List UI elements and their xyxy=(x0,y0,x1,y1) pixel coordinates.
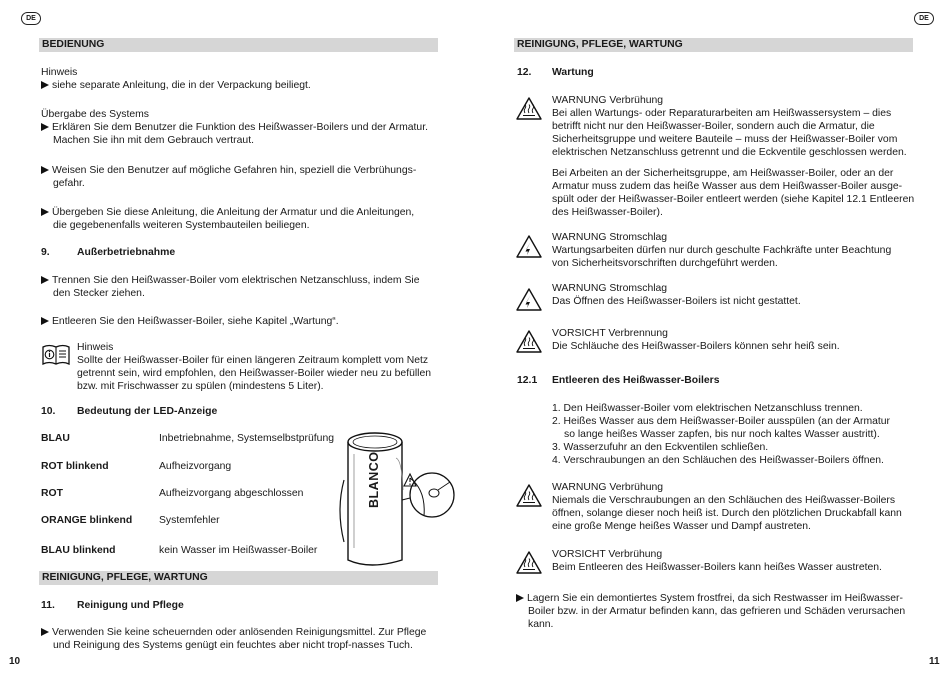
arrow-bullet-icon xyxy=(41,166,49,174)
section-12-number: 12. xyxy=(517,67,532,78)
step-item: 1. Den Heißwasser-Boiler vom elektrischen Netzanschluss trennen. xyxy=(552,403,863,414)
caution-title: VORSICHT Verbrennung xyxy=(552,328,668,339)
page-number-left: 10 xyxy=(9,656,21,667)
warning-text-line: Sicherheitsgruppe und weitere Bauteile – muss der Heißwasser-Boiler vom xyxy=(552,134,898,145)
section-header-reinigung-left: REINIGUNG, PFLEGE, WARTUNG xyxy=(39,571,438,585)
warning-text-line: Bei Arbeiten an der Sicherheitsgruppe, am Heißwasser-Boiler, oder an der xyxy=(552,168,894,179)
hinweis-text-line: getrennt sein, wird empfohlen, den Heißwasser-Boiler wieder neu zu befüllen xyxy=(77,368,432,379)
bullet-continuation: kann. xyxy=(528,619,554,630)
warning-text-line: betrifft nicht nur den Heißwasser-Boiler, sondern auch die Armatur, die xyxy=(552,121,875,132)
electric-shock-warning-icon xyxy=(515,234,543,259)
arrow-bullet-icon xyxy=(41,81,49,89)
led-meaning: Aufheizvorgang xyxy=(159,461,232,472)
hinweis-text-line: bzw. mit Frischwasser zu spülen (mindestens 5 Liter). xyxy=(77,381,324,392)
arrow-bullet-icon xyxy=(41,317,49,325)
hinweis-text-line: Sollte der Heißwasser-Boiler für einen längeren Zeitraum komplett vom Netz xyxy=(77,355,429,366)
bullet-continuation: Boiler bzw. in der Armatur befinden kann, das gefrieren und Schäden verursachen xyxy=(528,606,906,617)
hinweis-title: Hinweis xyxy=(77,342,114,353)
bullet-continuation: die gegebenenfalls weiteren Systembauteilen beiliegen. xyxy=(53,220,310,231)
led-meaning: Inbetriebnahme, Systemselbstprüfung xyxy=(159,433,335,444)
bullet-item: Weisen Sie den Benutzer auf mögliche Gefahren hin, speziell die Verbrühungs- xyxy=(41,164,416,177)
step-item: 4. Verschraubungen an den Schläuchen des Heißwasser-Boilers öffnen. xyxy=(552,455,884,466)
bullet-item: Entleeren Sie den Heißwasser-Boiler, siehe Kapitel „Wartung“. xyxy=(41,315,339,328)
hot-surface-caution-icon xyxy=(515,329,543,354)
bullet-item: Trennen Sie den Heißwasser-Boiler vom elektrischen Netzanschluss, indem Sie xyxy=(41,274,420,287)
hinweis-title: Hinweis xyxy=(41,67,78,78)
caution-text-line: Die Schläuche des Heißwasser-Boilers können sehr heiß sein. xyxy=(552,341,840,352)
boiler-illustration xyxy=(330,420,455,570)
page-number-right: 11 xyxy=(929,656,940,667)
step-item: 2. Heißes Wasser aus dem Heißwasser-Boiler ausspülen (an der Armatur xyxy=(552,416,891,427)
warning-text-line: spült oder der Heißwasser-Boiler entleert werden (siehe Kapitel 12.1 Entleeren xyxy=(552,194,915,205)
led-state: BLAU xyxy=(41,433,70,444)
led-state: ROT blinkend xyxy=(41,461,109,472)
step-item: 3. Wasserzufuhr an den Eckventilen schließen. xyxy=(552,442,769,453)
arrow-bullet-icon xyxy=(41,123,49,131)
led-meaning: Aufheizvorgang abgeschlossen xyxy=(159,488,304,499)
brand-logo: BLANCO xyxy=(367,451,381,508)
warning-text-line: Niemals die Verschraubungen an den Schläuchen des Heißwasser-Boilers xyxy=(552,495,896,506)
section-12-1-number: 12.1 xyxy=(517,375,538,386)
language-badge-right: DE xyxy=(914,12,934,25)
warning-text-line: Das Öffnen des Heißwasser-Boilers ist nicht gestattet. xyxy=(552,296,801,307)
led-meaning: kein Wasser im Heißwasser-Boiler xyxy=(159,545,318,556)
bullet-continuation: den Stecker ziehen. xyxy=(53,288,145,299)
bullet-item: Lagern Sie ein demontiertes System frostfrei, da sich Restwasser im Heißwasser- xyxy=(516,592,903,605)
warning-title: WARNUNG Verbrühung xyxy=(552,95,664,106)
warning-text-line: elektrischen Netzanschluss getrennt und die Eckventile geschlossen werden. xyxy=(552,147,907,158)
section-10-title: Bedeutung der LED-Anzeige xyxy=(77,406,218,417)
arrow-bullet-icon xyxy=(41,208,49,216)
section-12-title: Wartung xyxy=(552,67,594,78)
electric-shock-warning-icon xyxy=(515,287,543,312)
warning-text-line: des Heißwasser-Boiler). xyxy=(552,207,663,218)
hot-surface-warning-icon xyxy=(515,96,543,121)
bullet-item: siehe separate Anleitung, die in der Verpackung beiliegt. xyxy=(41,79,311,92)
bullet-item: Übergeben Sie diese Anleitung, die Anleitung der Armatur und die Anleitungen, xyxy=(41,206,414,219)
section-10-number: 10. xyxy=(41,406,56,417)
warning-text-line: Wartungsarbeiten dürfen nur durch geschulte Fachkräfte unter Beachtung xyxy=(552,245,892,256)
section-11-number: 11. xyxy=(41,600,55,611)
bullet-continuation: Machen Sie ihn mit dem Gebrauch vertraut. xyxy=(53,135,254,146)
hot-surface-warning-icon xyxy=(515,483,543,508)
hot-surface-caution-icon xyxy=(515,550,543,575)
section-11-title: Reinigung und Pflege xyxy=(77,600,184,611)
led-meaning: Systemfehler xyxy=(159,515,220,526)
warning-title: WARNUNG Verbrühung xyxy=(552,482,664,493)
section-9-number: 9. xyxy=(41,247,50,258)
caution-text-line: Beim Entleeren des Heißwasser-Boilers kann heißes Wasser austreten. xyxy=(552,562,882,573)
led-state: ORANGE blinkend xyxy=(41,515,133,526)
section-header-bedienung: BEDIENUNG xyxy=(39,38,438,52)
manual-info-icon xyxy=(41,343,71,367)
section-header-reinigung-right: REINIGUNG, PFLEGE, WARTUNG xyxy=(514,38,913,52)
step-continuation: so lange heißes Wasser zapfen, bis nur noch kaltes Wasser austritt). xyxy=(564,429,880,440)
bullet-continuation: und Reinigung des Systems genügt ein feuchtes aber nicht tropf-nasses Tuch. xyxy=(53,640,413,651)
led-state: ROT xyxy=(41,488,63,499)
arrow-bullet-icon xyxy=(516,594,524,602)
bullet-item: Verwenden Sie keine scheuernden oder anlösenden Reinigungsmittel. Zur Pflege xyxy=(41,626,426,639)
bullet-continuation: gefahr. xyxy=(53,178,85,189)
warning-text-line: Armatur muss zudem das heiße Wasser aus dem Heißwasser-Boiler ausge- xyxy=(552,181,903,192)
section-12-1-title: Entleeren des Heißwasser-Boilers xyxy=(552,375,720,386)
warning-text-line: von Sicherheitsvorschriften durchgeführt werden. xyxy=(552,258,778,269)
led-state: BLAU blinkend xyxy=(41,545,116,556)
bullet-item: Erklären Sie dem Benutzer die Funktion des Heißwasser-Boilers und der Armatur. xyxy=(41,121,428,134)
warning-title: WARNUNG Stromschlag xyxy=(552,232,668,243)
language-badge-left: DE xyxy=(21,12,41,25)
uebergabe-title: Übergabe des Systems xyxy=(41,109,150,120)
caution-title: VORSICHT Verbrühung xyxy=(552,549,663,560)
warning-title: WARNUNG Stromschlag xyxy=(552,283,668,294)
warning-text-line: öffnen, solange dieser noch heiß ist. Durch den plötzlichen Druckabfall kann xyxy=(552,508,902,519)
arrow-bullet-icon xyxy=(41,276,49,284)
warning-text-line: eine große Menge heißes Wasser und Dampf austreten. xyxy=(552,521,811,532)
warning-text-line: Bei allen Wartungs- oder Reparaturarbeiten am Heißwassersystem – dies xyxy=(552,108,892,119)
section-9-title: Außerbetriebnahme xyxy=(77,247,176,258)
arrow-bullet-icon xyxy=(41,628,49,636)
